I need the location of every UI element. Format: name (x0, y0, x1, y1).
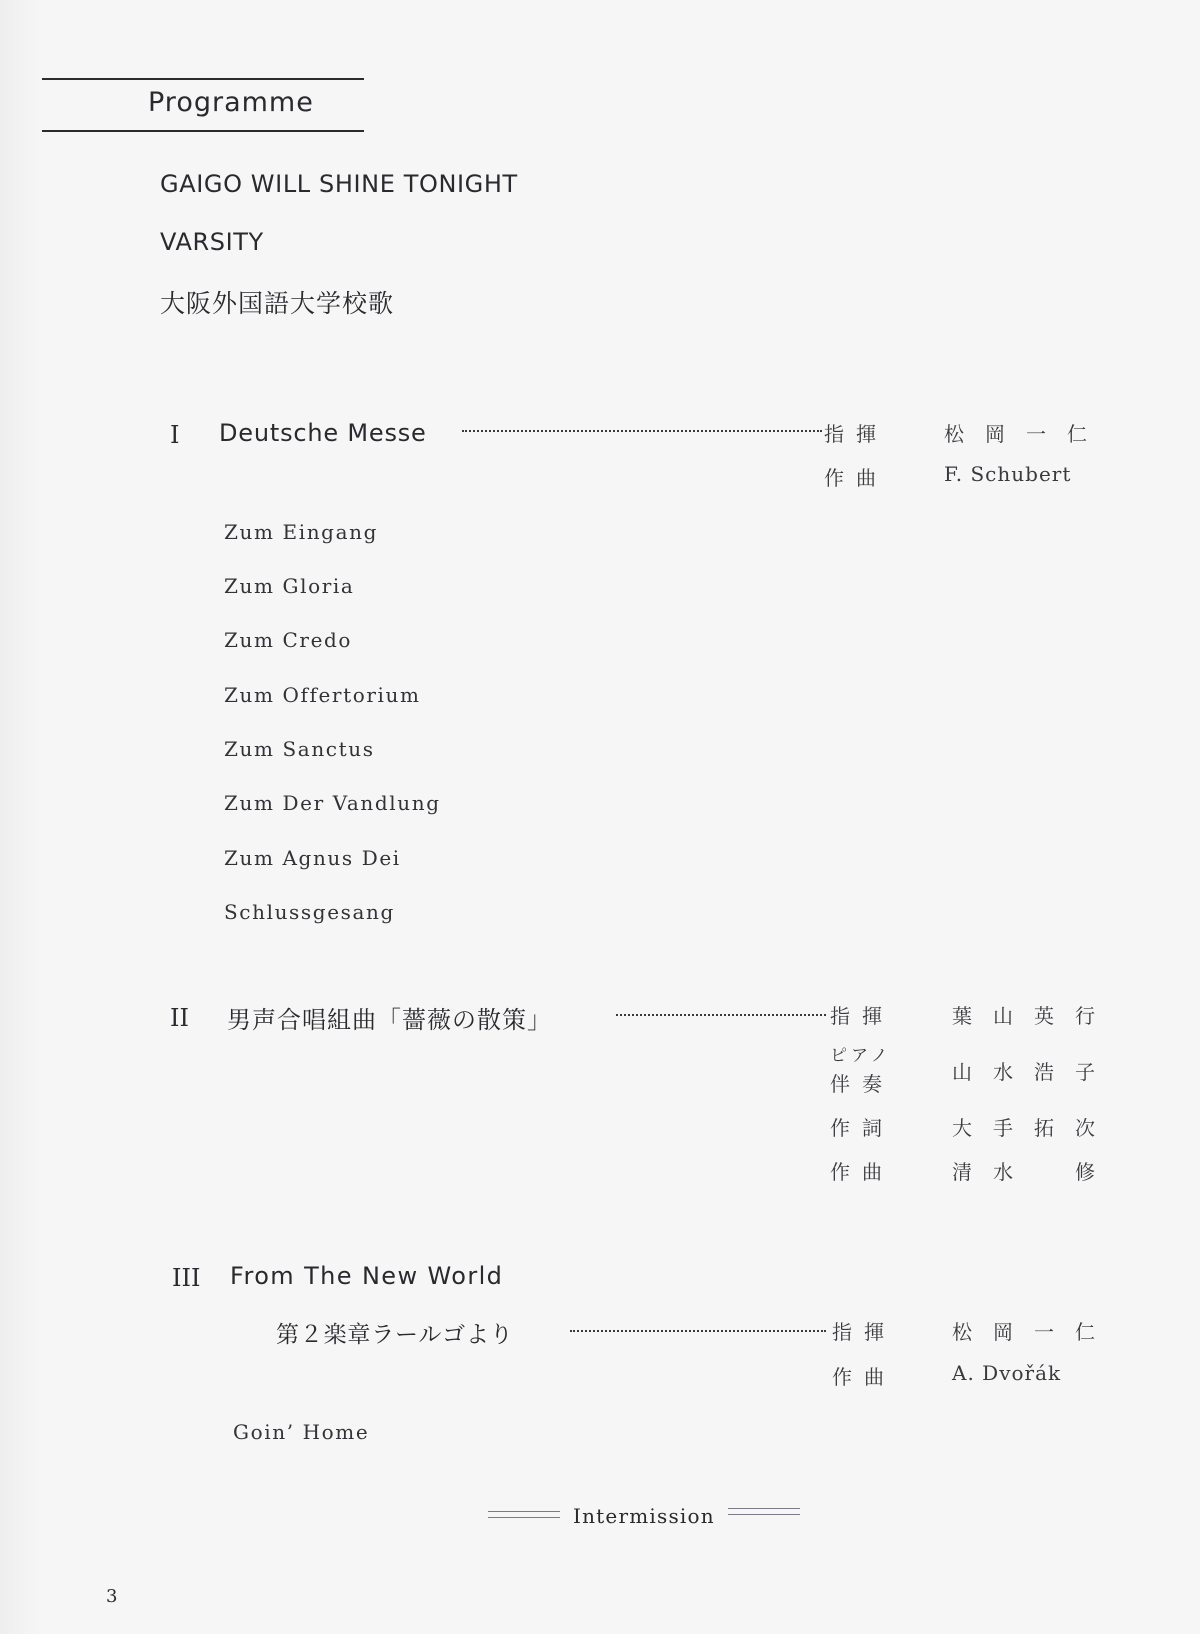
opening-song: VARSITY (160, 228, 264, 256)
credit-role: 作曲 (824, 466, 888, 490)
movement-title: Zum Eingang (224, 520, 378, 544)
credit-role: 作曲 (832, 1365, 896, 1389)
credit-role: 指揮 (830, 1004, 894, 1028)
credit-name: A. Dvořák (952, 1361, 1062, 1385)
work-numeral: I (170, 421, 180, 449)
work-title: 男声合唱組曲「薔薇の散策」 (227, 1006, 552, 1034)
work-numeral: III (172, 1264, 201, 1292)
dot-leader (616, 1014, 826, 1016)
credit-name: F. Schubert (944, 462, 1072, 486)
work-title: Deutsche Messe (219, 419, 427, 447)
movement-title: Zum Credo (224, 628, 353, 652)
credit-role: 作曲 (830, 1160, 894, 1184)
intermission-left-ornament (488, 1511, 560, 1518)
heading-bottom-rule (42, 130, 364, 132)
credit-name: 清水 修 (952, 1160, 1116, 1184)
dot-leader (570, 1330, 826, 1332)
movement-title: Zum Gloria (224, 574, 355, 598)
opening-song: GAIGO WILL SHINE TONIGHT (160, 170, 518, 198)
page-number: 3 (106, 1586, 118, 1607)
credit-role: 伴奏 (830, 1072, 894, 1096)
movement-title: Zum Agnus Dei (224, 846, 401, 870)
work-numeral: II (170, 1004, 189, 1032)
credit-role: 指揮 (824, 422, 888, 446)
opening-song: 大阪外国語大学校歌 (160, 289, 395, 318)
credit-role: 指揮 (832, 1320, 896, 1344)
work-subtitle: 第２楽章ラールゴより (276, 1322, 514, 1348)
movement-title: Schlussgesang (224, 900, 395, 924)
heading-top-rule (42, 78, 364, 80)
credit-name: 大手拓次 (952, 1116, 1116, 1140)
credit-role: ピアノ (830, 1046, 892, 1066)
movement-title: Zum Der Vandlung (224, 791, 441, 815)
intermission-right-ornament (728, 1508, 800, 1515)
credit-role: 作詞 (830, 1116, 894, 1140)
work-title: From The New World (230, 1262, 504, 1290)
credit-name: 葉山英行 (952, 1004, 1116, 1028)
movement-title: Goin’ Home (233, 1420, 370, 1444)
page-edge-shadow (0, 0, 42, 1634)
credit-name: 松岡一仁 (952, 1320, 1116, 1344)
page-heading: Programme (148, 87, 314, 118)
credit-name: 松岡一仁 (944, 422, 1108, 446)
movement-title: Zum Offertorium (224, 683, 421, 707)
dot-leader (462, 430, 822, 432)
movement-title: Zum Sanctus (224, 737, 375, 761)
intermission-label: Intermission (573, 1504, 715, 1528)
credit-name: 山水浩子 (952, 1060, 1116, 1084)
